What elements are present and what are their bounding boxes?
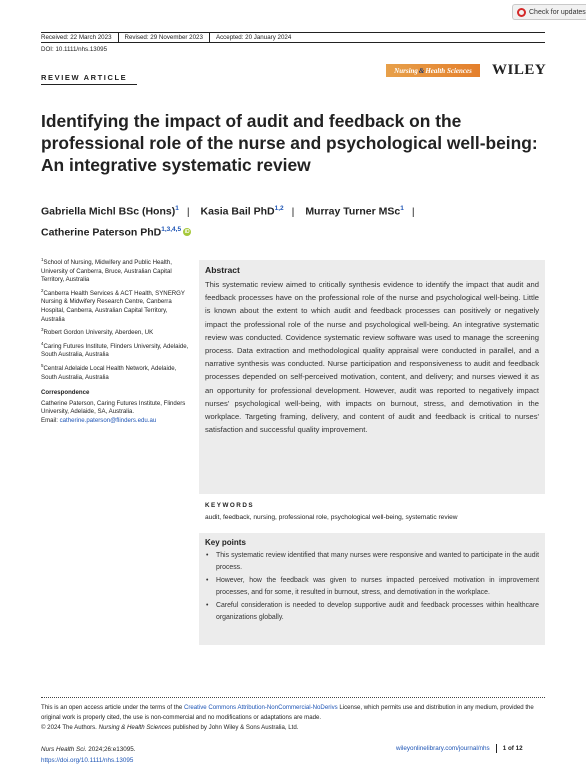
journal-logo-amp: & xyxy=(418,66,425,75)
correspondence-text: Catherine Paterson, Caring Futures Institute, Flinders University, Adelaide, SA, Australia. Email: catherine.paterson@flinders.edu.au xyxy=(41,399,186,425)
author-affiliation-ref[interactable]: 1 xyxy=(175,205,179,212)
revised-date: Revised: 29 November 2023 xyxy=(119,33,210,42)
abstract-text: This systematic review aimed to critically synthesis evidence to identify the impact that audit and feedback processes have on the professional role of the nurse and psychological well-being. Little is known about the extent to which audit and feedback processes can positively or negatively impact the professional role of the nurse and psychological well-being. An integrative systematic review was conducted. Covidence systematic review software was used to manage the screening process. Data extraction and methodological quality appraisal were conducted in parallel, and a narrative synthesis was conducted. Nurse participation and responsiveness to audit and feedback processes depended on self-perceived motivation, content, and delivery; and nurses viewed it as an opportunity for professional development. However, audit was reported to negatively impact nurses' psychological well-being, with impacts on burnout, stress, and demotivation in the workplace. Targeting framing, delivery, and content of audit and feedback is critical to nurses' satisfaction and successful quality improvement. xyxy=(205,280,539,435)
journal-logo-part2: Health Sciences xyxy=(425,66,472,75)
footer-right xyxy=(396,744,523,753)
author-name[interactable]: Kasia Bail PhD xyxy=(200,205,275,218)
footer-divider xyxy=(496,744,497,753)
author-separator: | xyxy=(186,205,190,218)
author-name[interactable]: Gabriella Michl BSc (Hons) xyxy=(41,205,176,218)
section-label: REVIEW ARTICLE xyxy=(41,73,128,82)
affiliation-item: $^2$Canberra Health Services & ACT Health, SYNERGY Nursing & Midwifery Research Centre, Canberra Hospital, Canberra, Australian Capital Territory, Australia xyxy=(41,287,185,323)
section-rule xyxy=(41,84,137,85)
citation-details: 2024;26:e13095. xyxy=(86,746,136,753)
correspondence-email-link[interactable]: catherine.paterson@flinders.edu.au xyxy=(59,417,157,425)
affiliation-item: $^4$Caring Futures Institute, Flinders University, Adelaide, South Australia, Australia xyxy=(41,340,189,359)
key-points-title: Key points xyxy=(205,538,246,547)
license-divider xyxy=(41,697,545,698)
license-notice: This is an open access article under the terms of the Creative Commons Attribution-NonCommercial-NoDerivs License, which permits use and distribution in any medium, provided the original work is properly cited, the use is non-commercial and no modifications or adaptations are made. © 2024 The Authors. Nursing & Health Sciences published by John Wiley & Sons Australia, Ltd. xyxy=(41,704,534,731)
keywords-text: audit, feedback, nursing, professional role, psychological well-being, systematic review xyxy=(205,514,458,521)
journal-site-link[interactable]: wileyonlinelibrary.com/journal/nhs xyxy=(396,745,490,752)
journal-logo-part1: Nursing xyxy=(394,66,418,75)
affiliation-item: $^3$Robert Gordon University, Aberdeen, UK xyxy=(41,327,154,337)
author-separator: | xyxy=(411,205,415,218)
crossmark-icon xyxy=(517,8,526,17)
author-separator: | xyxy=(291,205,295,218)
affiliation-item: $^1$School of Nursing, Midwifery and Public Health, University of Canberra, Bruce, Australian Capital Territory, Australia xyxy=(41,257,172,284)
article-dates xyxy=(41,32,545,43)
abstract-title: Abstract xyxy=(205,265,240,275)
affiliation-item: $^5$Central Adelaide Local Health Network, Adelaide, South Australia, Australia xyxy=(41,363,177,381)
journal-logo xyxy=(386,64,480,77)
check-for-updates-label: Check for updates xyxy=(529,8,586,16)
article-title: Identifying the impact of audit and feedback on the professional role of the nurse and psychological well-being: An integrative systematic review xyxy=(41,111,538,175)
publisher-logo: WILEY xyxy=(492,62,547,78)
keywords-title: KEYWORDS xyxy=(205,502,255,509)
author-affiliation-ref[interactable]: 1,2 xyxy=(274,205,284,212)
key-point-item: • Careful consideration is needed to develop supportive audit and feedback processes within healthcare organizations globally. xyxy=(205,600,539,624)
author-list xyxy=(41,200,551,241)
key-points-list xyxy=(205,550,539,624)
author-name[interactable]: Catherine Paterson PhD xyxy=(41,226,162,238)
accepted-date: Accepted: 20 January 2024 xyxy=(215,34,292,41)
affiliations xyxy=(41,256,189,428)
correspondence-title: Correspondence xyxy=(41,389,90,397)
footer-citation xyxy=(41,744,136,766)
doi-link[interactable]: https://doi.org/10.1111/nhs.13095 xyxy=(41,757,134,764)
author-affiliation-ref[interactable]: 1 xyxy=(400,205,404,212)
orcid-icon[interactable]: iD xyxy=(184,229,190,236)
doi: DOI: 10.1111/nhs.13095 xyxy=(41,46,108,53)
abstract-box xyxy=(199,260,545,494)
author-affiliation-ref[interactable]: 1,3,4,5 xyxy=(161,225,182,233)
key-point-item: • This systematic review identified that many nurses were responsive and wanted to participate in the audit process. xyxy=(205,550,539,574)
received-date: Received: 22 March 2023 xyxy=(41,33,119,42)
author-name[interactable]: Murray Turner MSc xyxy=(305,205,401,218)
key-points-box xyxy=(199,533,545,645)
citation-journal: Nurs Health Sci. xyxy=(41,746,87,753)
key-point-item: • However, how the feedback was given to nurses impacted perceived motivation in improvement processes, and for some, it resulted in burnout, stress, and demotivation in the workplace. xyxy=(205,575,539,599)
page-number: 1 of 12 xyxy=(502,745,523,752)
cc-license-link[interactable]: Creative Commons Attribution-NonCommercial-NoDerivs xyxy=(183,704,338,711)
check-for-updates-button[interactable] xyxy=(512,4,586,20)
